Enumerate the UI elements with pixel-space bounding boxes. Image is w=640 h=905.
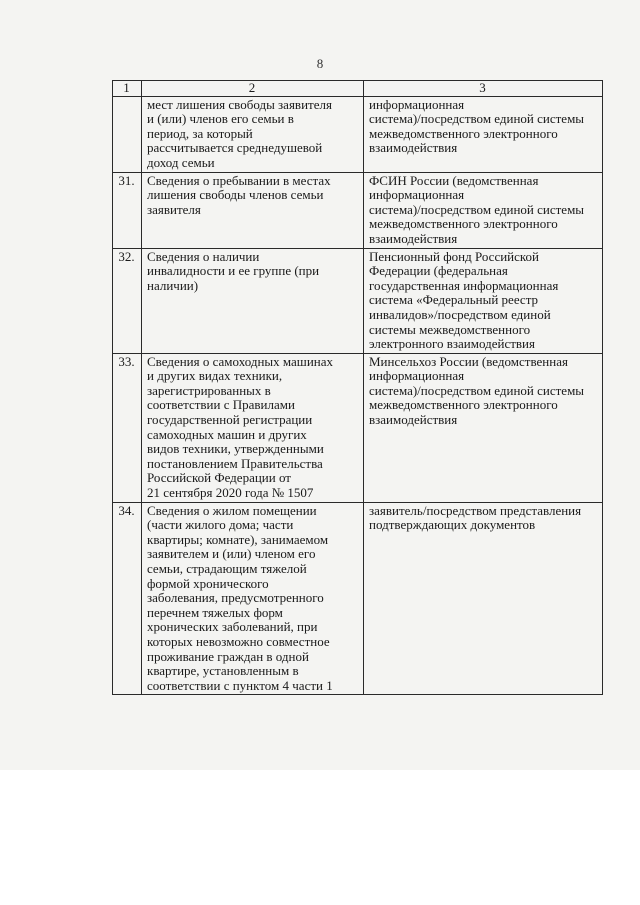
row-source-cell: Пенсионный фонд Российской Федерации (федеральная государственная информационная система «Федеральный реестр инвалидов»/посредством единой системы межведомственного электронного взаимодействия	[364, 248, 603, 353]
row-info-cell: Сведения о пребывании в местах лишения свободы членов семьи заявителя	[142, 172, 364, 248]
row-info-cell: мест лишения свободы заявителя и (или) членов его семьи в период, за который рассчитывается среднедушевой доход семьи	[142, 96, 364, 172]
data-sources-table	[112, 80, 603, 695]
table-row-33	[113, 353, 603, 502]
row-source-cell: информационная система)/посредством единой системы межведомственного электронного взаимодействия	[364, 96, 603, 172]
row-info-cell: Сведения о наличии инвалидности и ее группе (при наличии)	[142, 248, 364, 353]
table-row-31	[113, 172, 603, 248]
table-row-continued	[113, 96, 603, 172]
row-number: 33.	[113, 353, 142, 502]
row-info-cell: Сведения о жилом помещении (части жилого дома; части квартиры; комнате), занимаемом заявителем и (или) членом его семьи, страдающим тяжелой формой хронического заболевания, предусмотренного перечнем тяжелых форм хронических заболеваний, при которых невозможно совместное проживание граждан в одной квартире, установленным в соответствии с пунктом 4 части 1	[142, 502, 364, 695]
header-cell-2: 2	[142, 81, 364, 97]
row-source-cell: Минсельхоз России (ведомственная информационная система)/посредством единой системы межведомственного электронного взаимодействия	[364, 353, 603, 502]
row-source-cell: ФСИН России (ведомственная информационная система)/посредством единой системы межведомственного электронного взаимодействия	[364, 172, 603, 248]
row-number: 31.	[113, 172, 142, 248]
row-number: 34.	[113, 502, 142, 695]
row-number: 32.	[113, 248, 142, 353]
row-number	[113, 96, 142, 172]
page-number: 8	[316, 56, 324, 71]
table-row-32	[113, 248, 603, 353]
header-cell-1: 1	[113, 81, 142, 97]
table-header-row	[113, 81, 603, 97]
header-cell-3: 3	[364, 81, 603, 97]
table-row-34	[113, 502, 603, 695]
row-source-cell: заявитель/посредством представления подтверждающих документов	[364, 502, 603, 695]
row-info-cell: Сведения о самоходных машинах и других видах техники, зарегистрированных в соответствии с Правилами государственной регистрации самоходных машин и других видов техники, утвержденными постановлением Правительства Российской Федерации от 21 сентября 2020 года № 1507	[142, 353, 364, 502]
